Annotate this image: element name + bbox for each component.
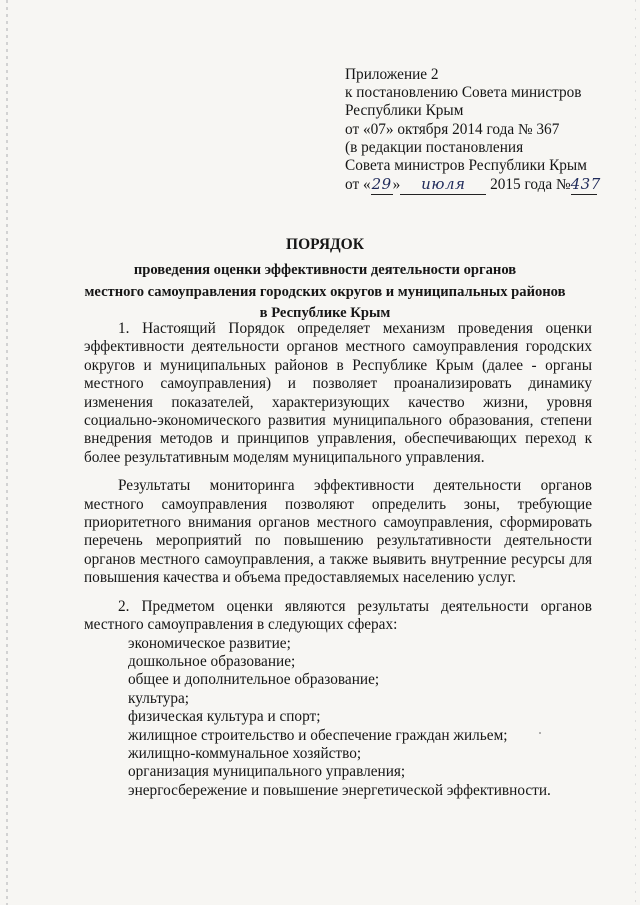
paragraph-2: Результаты мониторинга эффективности деятельности органов местного самоуправления позволяют определить зоны, требующие приоритетного внимания органов местного самоуправления, сформировать перечень мероприятий по повышению результативности деятельности органов местного самоуправления, а также выявить внутренние ресурсы для повышения качества и объема предоставляемых населению услуг. [84,477,592,587]
scan-speck [539,732,541,734]
subtitle-line: проведения оценки эффективности деятельности органов [133,262,517,278]
list-item: дошкольное образование; [128,652,296,670]
list-item: физическая культура и спорт; [128,708,321,726]
appendix-line: Приложение 2 [345,66,439,83]
appendix-date-line [345,175,601,195]
document-heading [60,234,590,325]
list-item: организация муниципального управления; [128,763,406,781]
list-item: жилищно-коммунальное хозяйство; [128,744,362,762]
appendix-line: от «07» октября 2014 года № 367 [345,120,560,138]
list-item: общее и дополнительное образование; [128,671,380,689]
year-text: 2015 года № [490,176,571,194]
list-item: культура; [128,689,190,707]
handwritten-day: 29 [371,175,392,194]
paragraph-3: 2. Предметом оценки являются результаты деятельности органов местного самоуправления в следующих сферах: [84,597,592,634]
number-blank [570,175,601,195]
subtitle-line: в Республике Крым [259,305,391,322]
date-sep: » [392,176,401,194]
paragraph-1: 1. Настоящий Порядок определяет механизм проведения оценки эффективности деятельности органов местного самоуправления городских округов и муниципальных районов в Республике Крым (далее - органы местного самоуправления) и позволяет проанализировать динамику изменения показателей, характеризующих качество жизни, уровня социально-экономического развития муниципального образования, степени внедрения методов и принципов управления, обеспечивающих переход к более результативным моделям муниципального управления. [84,320,592,466]
month-blank [400,175,486,195]
scan-edge-right [635,0,636,905]
appendix-line: Республики Крым [345,102,464,120]
handwritten-number: 437 [570,175,601,194]
list-item: жилищное строительство и обеспечение граждан жильем; [128,726,508,744]
appendix-line: (в редакции постановления [345,138,524,156]
spheres-list [84,635,592,801]
document-body [84,320,592,800]
appendix-header [345,66,601,195]
list-item: энергосбережение и повышение энергетической эффективности. [128,781,551,799]
date-prefix: от « [345,176,371,194]
day-blank [371,175,393,195]
document-title: ПОРЯДОК [286,236,364,253]
appendix-line: Совета министров Республики Крым [345,157,587,175]
appendix-line: к постановлению Совета министров [345,84,582,102]
subtitle-line: местного самоуправления городских округов и муниципальных районов [84,283,566,300]
scan-edge-left [6,0,8,905]
list-item: экономическое развитие; [128,634,291,652]
handwritten-month: июля [421,175,466,194]
